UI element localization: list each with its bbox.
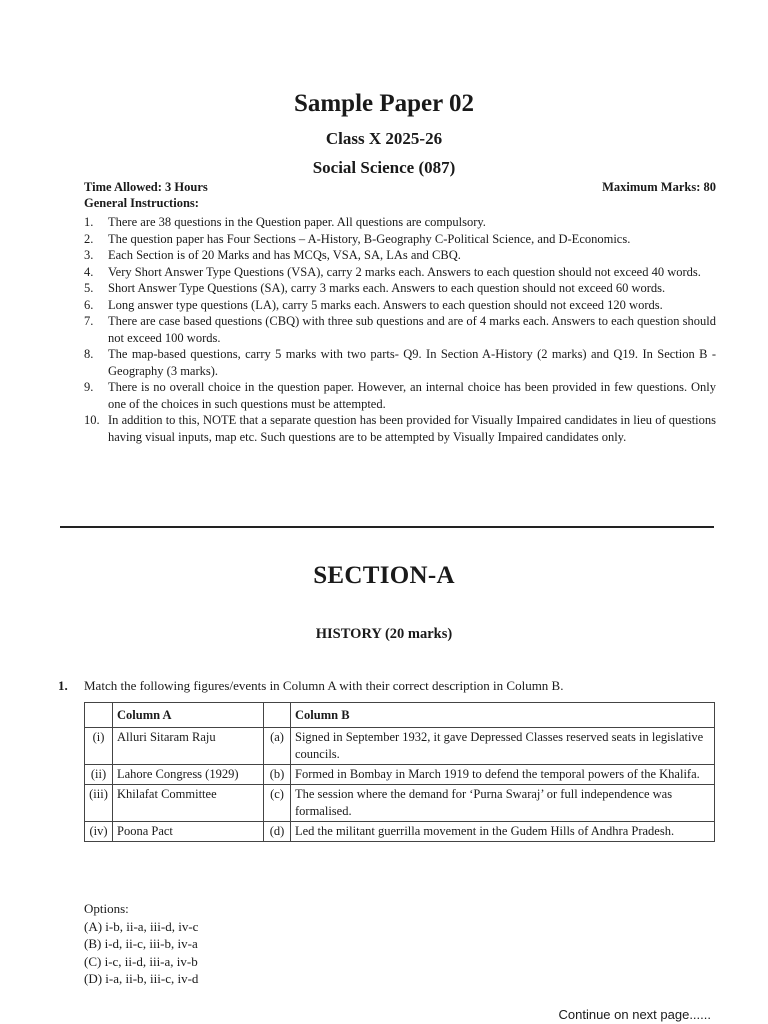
table-row xyxy=(85,822,715,842)
instruction-number: 3. xyxy=(84,248,94,262)
row-letter: (c) xyxy=(264,785,291,822)
instruction-item xyxy=(84,231,716,248)
instruction-number: 7. xyxy=(84,314,94,328)
match-table xyxy=(84,702,715,842)
column-a-cell: Khilafat Committee xyxy=(113,785,264,822)
row-letter: (a) xyxy=(264,728,291,765)
option-d: (D) i-a, ii-b, iii-c, iv-d xyxy=(84,971,199,986)
column-b-header: Column B xyxy=(291,703,715,728)
column-b-cell: Led the militant guerrilla movement in the Gudem Hills of Andhra Pradesh. xyxy=(291,822,715,842)
instruction-item xyxy=(84,214,716,231)
instructions-list xyxy=(84,214,716,445)
instruction-text: Each Section is of 20 Marks and has MCQs, VSA, SA, LAs and CBQ. xyxy=(108,248,461,262)
instruction-item xyxy=(84,412,716,445)
instruction-text: Short Answer Type Questions (SA), carry 3 marks each. Answers to each question should not exceed 60 words. xyxy=(108,281,666,295)
instruction-number: 2. xyxy=(84,231,94,246)
instruction-number: 8. xyxy=(84,347,94,361)
question-number: 1. xyxy=(58,678,68,693)
section-divider xyxy=(60,526,714,528)
column-a-cell: Poona Pact xyxy=(113,822,264,842)
instruction-text: There are 38 questions in the Question paper. All questions are compulsory. xyxy=(108,215,486,229)
option-a: (A) i-b, ii-a, iii-d, iv-c xyxy=(84,918,199,934)
column-b-cell: Formed in Bombay in March 1919 to defend the temporal powers of the Khalifa. xyxy=(291,765,715,785)
table-row xyxy=(85,728,715,765)
paper-title: Sample Paper 02 xyxy=(293,90,475,117)
row-numeral: (iii) xyxy=(85,785,113,822)
subject-line: Social Science (087) xyxy=(312,158,456,177)
instruction-item xyxy=(84,280,716,297)
instruction-number: 9. xyxy=(84,380,94,394)
instruction-item xyxy=(84,346,716,379)
option-b: (B) i-d, ii-c, iii-b, iv-a xyxy=(84,936,198,951)
options-block xyxy=(84,900,198,988)
instruction-item xyxy=(84,264,716,281)
meta-row xyxy=(84,180,716,195)
instruction-item xyxy=(84,379,716,412)
continue-note: Continue on next page...... xyxy=(558,1007,711,1022)
instruction-number: 6. xyxy=(84,297,94,312)
instruction-item xyxy=(84,313,716,346)
row-numeral: (ii) xyxy=(85,765,113,785)
column-a-header: Column A xyxy=(113,703,264,728)
instruction-text: The map-based questions, carry 5 marks with two parts- Q9. In Section A-History (2 marks) and Q19. In Section B -Geography (3 marks). xyxy=(108,347,716,378)
instruction-number: 5. xyxy=(84,281,94,295)
instruction-item xyxy=(84,247,716,264)
class-line: Class X 2025-26 xyxy=(325,129,443,148)
column-a-cell: Alluri Sitaram Raju xyxy=(113,728,264,765)
instruction-item xyxy=(84,297,716,314)
instruction-text: In addition to this, NOTE that a separate question has been provided for Visually Impaired candidates in lieu of questions having visual inputs, map etc. Such questions are to be attempted by Visually Impaired candidates only. xyxy=(108,413,716,444)
table-row xyxy=(85,765,715,785)
general-instructions-heading: General Instructions: xyxy=(84,196,199,210)
instruction-text: The question paper has Four Sections – A-History, B-Geography C-Political Science, and D-Economics. xyxy=(108,231,631,246)
table-header-row xyxy=(85,703,715,728)
instruction-text: Long answer type questions (LA), carry 5 marks each. Answers to each question should not exceed 120 words. xyxy=(108,297,663,312)
row-letter: (d) xyxy=(264,822,291,842)
column-a-cell: Lahore Congress (1929) xyxy=(113,765,264,785)
instruction-text: There is no overall choice in the question paper. However, an internal choice has been provided in few questions. Only one of the choices in such questions must be attempted. xyxy=(108,380,716,411)
section-title: SECTION-A xyxy=(313,562,455,589)
instruction-number: 4. xyxy=(84,264,94,279)
row-letter: (b) xyxy=(264,765,291,785)
maximum-marks: Maximum Marks: 80 xyxy=(602,180,716,194)
table-header-blank xyxy=(85,703,113,728)
row-numeral: (i) xyxy=(85,728,113,765)
table-header-blank xyxy=(264,703,291,728)
options-label: Options: xyxy=(84,901,129,916)
instruction-text: Very Short Answer Type Questions (VSA), carry 2 marks each. Answers to each question should not exceed 40 words. xyxy=(108,264,701,279)
time-allowed: Time Allowed: 3 Hours xyxy=(84,180,208,194)
instruction-text: There are case based questions (CBQ) with three sub questions and are of 4 marks each. Answers to each question should not exceed 100 words. xyxy=(108,314,716,345)
question-text: Match the following figures/events in Column A with their correct description in Column B. xyxy=(84,678,564,693)
section-subtitle: HISTORY (20 marks) xyxy=(315,626,453,642)
row-numeral: (iv) xyxy=(85,822,113,842)
instruction-number: 10. xyxy=(84,413,100,427)
column-b-cell: The session where the demand for ‘Purna Swaraj’ or full independence was formalised. xyxy=(291,785,715,822)
instruction-number: 1. xyxy=(84,215,94,229)
column-b-cell: Signed in September 1932, it gave Depressed Classes reserved seats in legislative councils. xyxy=(291,728,715,765)
option-c: (C) i-c, ii-d, iii-a, iv-b xyxy=(84,953,198,969)
table-row xyxy=(85,785,715,822)
